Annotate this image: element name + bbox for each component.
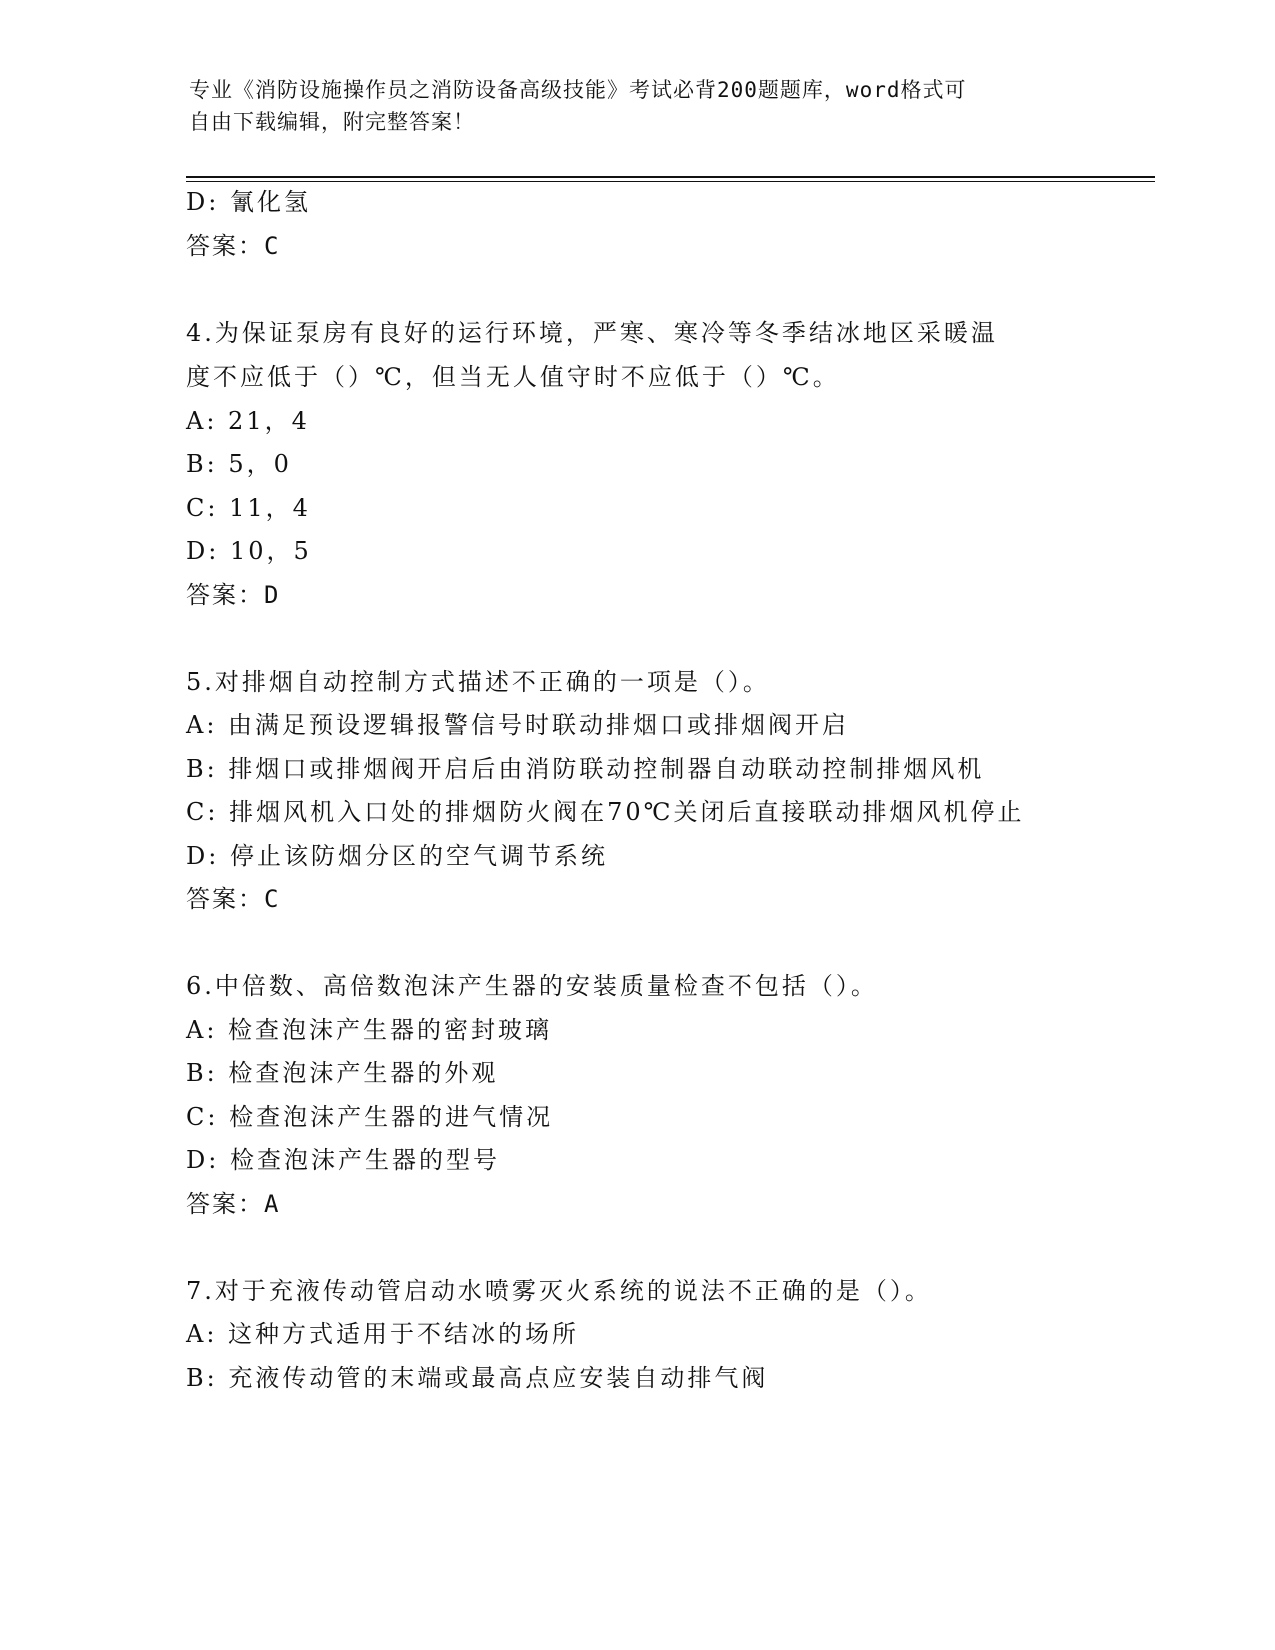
q7-option-b: B: 充液传动管的末端或最高点应安装自动排气阀 [186, 1364, 769, 1392]
q4-stem-line-2: 度不应低于（）℃，但当无人值守时不应低于（）℃。 [186, 363, 840, 391]
q4-option-b: B: 5，0 [186, 450, 292, 478]
q5-answer: 答案：C [186, 885, 281, 913]
header-line-2: 自由下载编辑，附完整答案！ [189, 110, 475, 134]
q4-option-c: C: 11，4 [186, 494, 311, 522]
q7-option-a: A: 这种方式适用于不结冰的场所 [186, 1320, 580, 1348]
q6-option-c: C: 检查泡沫产生器的进气情况 [186, 1103, 554, 1131]
page-header [189, 74, 1089, 138]
q6-stem: 6.中倍数、高倍数泡沫产生器的安装质量检查不包括（）。 [186, 972, 878, 1000]
q5-option-c: C: 排烟风机入口处的排烟防火阀在70℃关闭后直接联动排烟风机停止 [186, 798, 1025, 826]
q6-option-b: B: 检查泡沫产生器的外观 [186, 1059, 499, 1087]
q5-option-b: B: 排烟口或排烟阀开启后由消防联动控制器自动联动控制排烟风机 [186, 755, 985, 783]
q6-option-d: D: 检查泡沫产生器的型号 [186, 1146, 500, 1174]
q3-option-d: D: 氰化氢 [186, 188, 311, 216]
q5-option-d: D: 停止该防烟分区的空气调节系统 [186, 842, 608, 870]
header-divider-thin [186, 181, 1155, 182]
q4-option-d: D: 10，5 [186, 537, 312, 565]
q5-option-a: A: 由满足预设逻辑报警信号时联动排烟口或排烟阀开启 [186, 711, 850, 739]
header-line-1: 专业《消防设施操作员之消防设备高级技能》考试必背200题题库，word格式可 [189, 78, 967, 102]
q3-answer: 答案：C [186, 232, 281, 260]
q7-stem: 7.对于充液传动管启动水喷雾灭火系统的说法不正确的是（）。 [186, 1277, 932, 1305]
q6-answer: 答案：A [186, 1190, 281, 1218]
q5-stem: 5.对排烟自动控制方式描述不正确的一项是（）。 [186, 668, 770, 696]
header-divider [186, 176, 1155, 178]
q4-option-a: A: 21，4 [186, 407, 310, 435]
q4-stem-line-1: 4.为保证泵房有良好的运行环境，严寒、寒冷等冬季结冰地区采暖温 [186, 319, 998, 347]
q4-answer: 答案：D [186, 581, 281, 609]
q6-option-a: A: 检查泡沫产生器的密封玻璃 [186, 1016, 553, 1044]
